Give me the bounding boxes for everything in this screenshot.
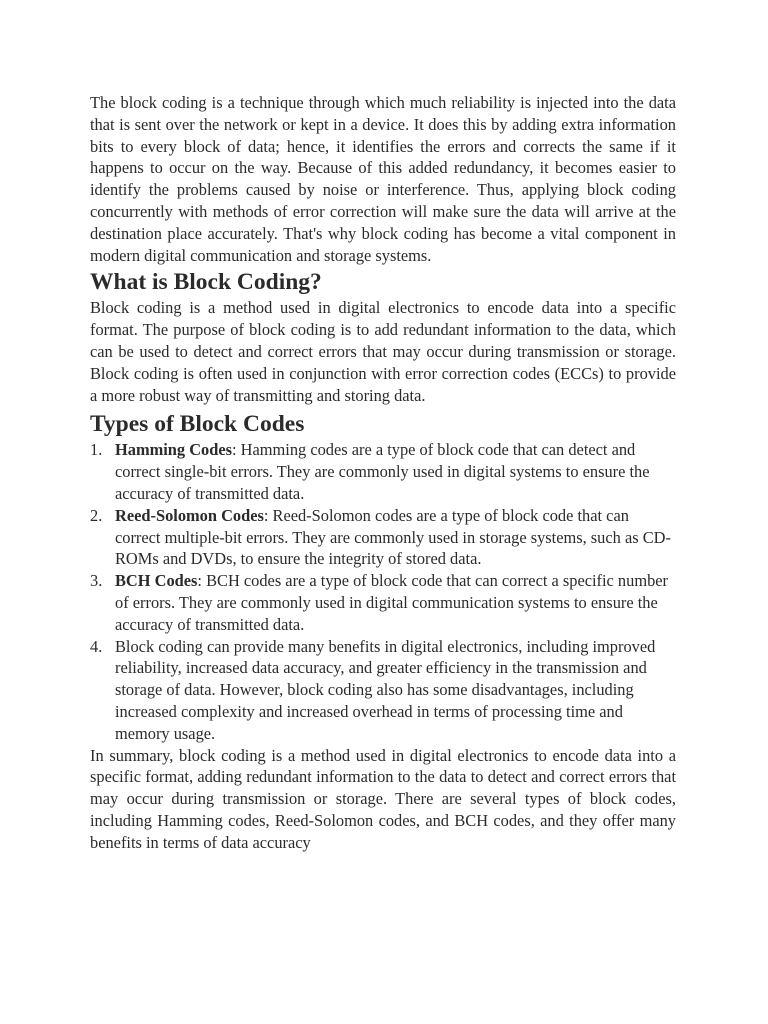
list-item-text: : BCH codes are a type of block code that can correct a specific number of errors. They are commonly used in digital communication systems to ensure the accuracy of transmitted data. — [115, 571, 668, 634]
list-item-text: : Hamming codes are a type of block code that can detect and correct single-bit errors. They are commonly used in digital systems to ensure the accuracy of transmitted data. — [115, 440, 650, 503]
heading-types-of-block-codes: Types of Block Codes — [90, 411, 305, 438]
list-item-term: Hamming Codes — [115, 440, 233, 460]
types-list — [90, 439, 676, 744]
what-is-block-coding-paragraph: Block coding is a method used in digital electronics to encode data into a specific format. The purpose of block coding is to add redundant information to the data, which can be used to detect and correct errors that may occur during transmission or storage. Block coding is often used in conjunction with error correction codes (ECCs) to provide a more robust way of transmitting and storing data. — [90, 298, 676, 405]
list-item — [90, 505, 676, 570]
heading-what-is-block-coding: What is Block Coding? — [90, 269, 322, 296]
list-item-number: 1. — [90, 440, 103, 460]
intro-paragraph: The block coding is a technique through which much reliability is injected into the data that is sent over the network or kept in a device. It does this by adding extra information bits to every block of data; hence, it identifies the errors and corrects the same if it happens to occur on the way. Because of this added redundancy, it becomes easier to identify the problems caused by noise or interference. Thus, applying block coding concurrently with methods of error correction will make sure the data will arrive at the destination place accurately. That's why block coding has become a vital component in modern digital communication and storage systems. — [90, 93, 676, 265]
list-item — [90, 439, 676, 504]
list-item-number: 3. — [90, 571, 103, 591]
list-item-number: 4. — [90, 636, 103, 656]
list-item-number: 2. — [90, 505, 103, 525]
list-item-term: BCH Codes — [115, 571, 198, 591]
document-page — [90, 92, 676, 854]
list-item-text: : Reed-Solomon codes are a type of block code that can correct multiple-bit errors. They are commonly used in storage systems, such as CD-ROMs and DVDs, to ensure the integrity of stored data. — [115, 505, 671, 569]
list-item — [90, 570, 676, 635]
list-item — [90, 636, 676, 745]
list-item-term: Reed-Solomon Codes — [115, 505, 264, 525]
list-item-text: Block coding can provide many benefits in digital electronics, including improved reliability, increased data accuracy, and greater efficiency in the transmission and storage of data. However, block coding also has some disadvantages, including increased complexity and increased overhead in terms of processing time and memory usage. — [115, 636, 656, 743]
summary-paragraph: In summary, block coding is a method used in digital electronics to encode data into a specific format, adding redundant information to the data to detect and correct errors that may occur during transmission or storage. There are several types of block codes, including Hamming codes, Reed-Solomon codes, and BCH codes, and they offer many benefits in terms of data accuracy — [90, 745, 676, 852]
